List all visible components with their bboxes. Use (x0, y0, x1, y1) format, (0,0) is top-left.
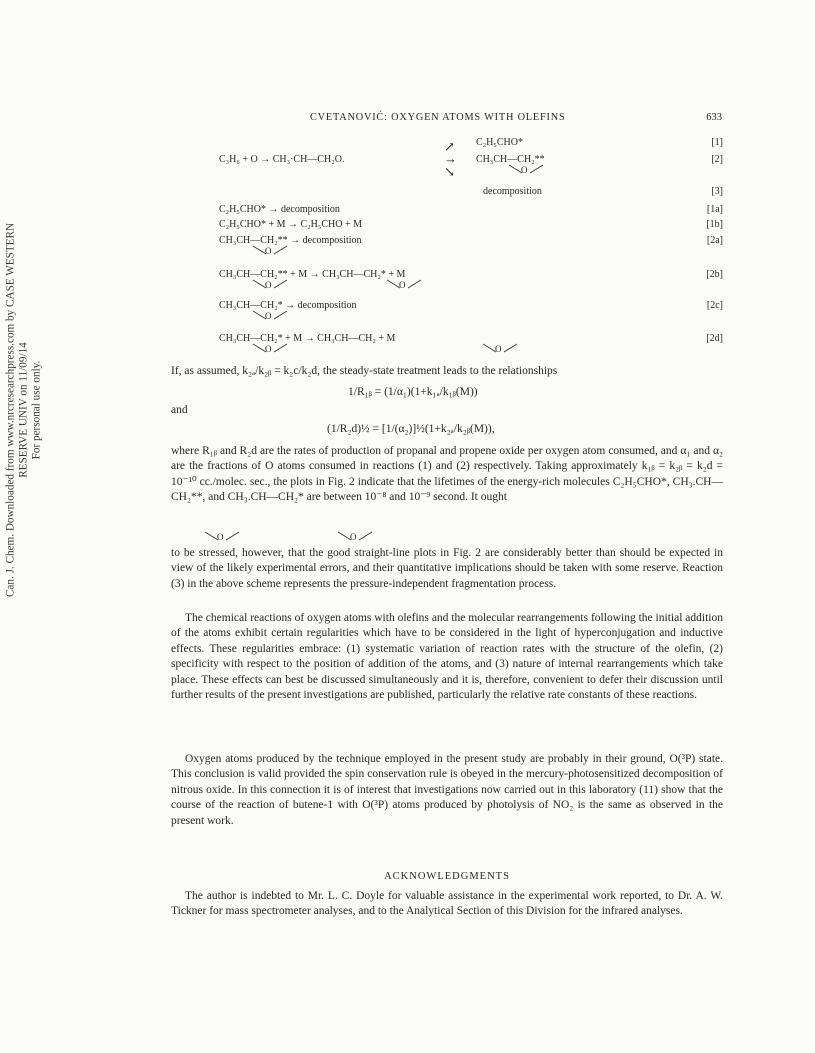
epoxide-o: O (495, 344, 502, 354)
scheme-decomposition: decomposition (483, 186, 542, 197)
reaction-2a-number: [2a] (706, 235, 723, 246)
paragraph-rates (171, 444, 723, 506)
acknowledgments-heading: ACKNOWLEDGMENTS (384, 871, 510, 882)
epoxide-o: O (265, 246, 272, 256)
epoxide-o: O (265, 280, 272, 290)
paragraph-steady-state (171, 364, 723, 379)
paragraph-regularities (171, 611, 723, 703)
epoxide-o: O (217, 532, 224, 542)
paragraph-text: The chemical reactions of oxygen atoms with olefins and the molecular rearrangements following the initial addition of the atoms exhibit certain regularities which have to be considered in the light of hyperconjugation and inductive effects. These regularities embrace: (1) systematic variation of reaction rates with the structure of the olefin, (2) specificity with respect to the position of addition of the atoms, and (3) nature of internal rearrangements which take place. These effects can best be discussed simultaneously and it is, therefore, convenient to defer their discussion until further results of the present investigations are published, particularly the relative rate constants of these reactions. (171, 612, 723, 702)
reaction-2b: CH₃CH—CH₂** + M → CH₃CH—CH₂* + M (219, 269, 406, 280)
reaction-1a-number: [1a] (706, 204, 723, 215)
watermark-line-2: For personal use only. (30, 360, 43, 460)
download-watermark (4, 200, 44, 620)
arrow-right-icon: → (444, 151, 457, 166)
running-header (310, 112, 722, 128)
paragraph-text: to be stressed, however, that the good straight-line plots in Fig. 2 are considerably better than should be expected in view of the likely experimental errors, and their quantitative implications should be taken with some reserve. Reaction (3) in the above scheme represents the pressure-independent fragmentation process. (171, 547, 723, 590)
paragraph-text: Oxygen atoms produced by the technique employed in the present study are probably in their ground, O(³P) state. This conclusion is valid provided the spin conservation rule is obeyed in the mercury-photosensitized decomposition of nitrous oxide. In this connection it is of interest that investigations now carried out in this laboratory (11) show that the course of the reaction of butene-1 with O(³P) atoms produced by photolysis of NO₂ is the same as observed in the present work. (171, 753, 723, 827)
page-number: 633 (706, 112, 722, 123)
epoxide-o: O (521, 165, 528, 175)
reaction-2d: CH₃CH—CH₂* + M → CH₃CH—CH₂ + M (219, 333, 396, 344)
and-word: and (171, 404, 188, 416)
paragraph-text: If, as assumed, k₂ₐ/k₂ᵦ = k₂c/k₂d, the steady-state treatment leads to the relationships (171, 365, 558, 377)
scheme-mid-product: CH₃CH—CH₂** (476, 154, 545, 165)
equation-2: (1/R₂d)½ = [1/(α₂)]½(1+k₂ₐ/k₂ᵦ(M)), (327, 423, 495, 435)
paragraph-text: where R₁ᵦ and R₂d are the rates of production of propanal and propene oxide per oxygen atom consumed, and α₁ and α₂ are the fractions of O atoms consumed in reactions (1) and (2) respectively. Taking approximately k₁ᵦ = k₂ᵦ = k₂d = 10⁻¹⁰ cc./molec. sec., the plots in Fig. 2 indicate that the lifetimes of the energy-rich molecules C₂H₅CHO*, CH₃.CH—CH₂**, and CH₃.CH—CH₂* are between 10⁻⁸ and 10⁻⁹ second. It ought (171, 445, 723, 504)
reaction-2a: CH₃CH—CH₂** → decomposition (219, 235, 362, 246)
paragraph-text: The author is indebted to Mr. L. C. Doyle for valuable assistance in the experimental work reported, to Dr. A. W. Tickner for mass spectrometer analyses, and to the Analytical Section of this Division for the infrared analyses. (171, 890, 723, 918)
arrow-down-icon: ↘ (444, 164, 455, 179)
reaction-2d-number: [2d] (706, 333, 723, 344)
epoxide-o: O (350, 532, 357, 542)
paragraph-caveat (171, 546, 723, 592)
scheme-number-1: [1] (711, 137, 723, 148)
running-title: CVETANOVIĆ: OXYGEN ATOMS WITH OLEFINS (310, 112, 566, 123)
scheme-number-3: [3] (711, 186, 723, 197)
epoxide-o: O (265, 344, 272, 354)
reaction-2c: CH₃CH—CH₂* → decomposition (219, 300, 357, 311)
reaction-1b: C₂H₅CHO* + M → C₂H₅CHO + M (219, 219, 363, 230)
arrow-up-icon: ↗ (444, 139, 455, 154)
scheme-number-2: [2] (711, 154, 723, 165)
paragraph-ground-state (171, 752, 723, 829)
watermark-line-1: Can. J. Chem. Downloaded from www.nrcresearchpress.com by CASE WESTERN RESERVE UNIV on 11/09/14 (4, 222, 30, 598)
epoxide-o: O (399, 280, 406, 290)
paragraph-acknowledgments (171, 889, 723, 920)
reaction-2b-number: [2b] (706, 269, 723, 280)
scheme-top-product: C₂H₅CHO* (476, 137, 523, 148)
reaction-1b-number: [1b] (706, 219, 723, 230)
reaction-2c-number: [2c] (706, 300, 723, 311)
scheme-main-reactants: C₃H₆ + O → CH₃·CH—CH₂O. (219, 154, 345, 165)
equation-1: 1/R₁ᵦ = (1/α₁)(1+k₁ₐ/k₁ᵦ(M)) (348, 386, 478, 398)
epoxide-o: O (265, 311, 272, 321)
reaction-1a: C₂H₅CHO* → decomposition (219, 204, 340, 215)
